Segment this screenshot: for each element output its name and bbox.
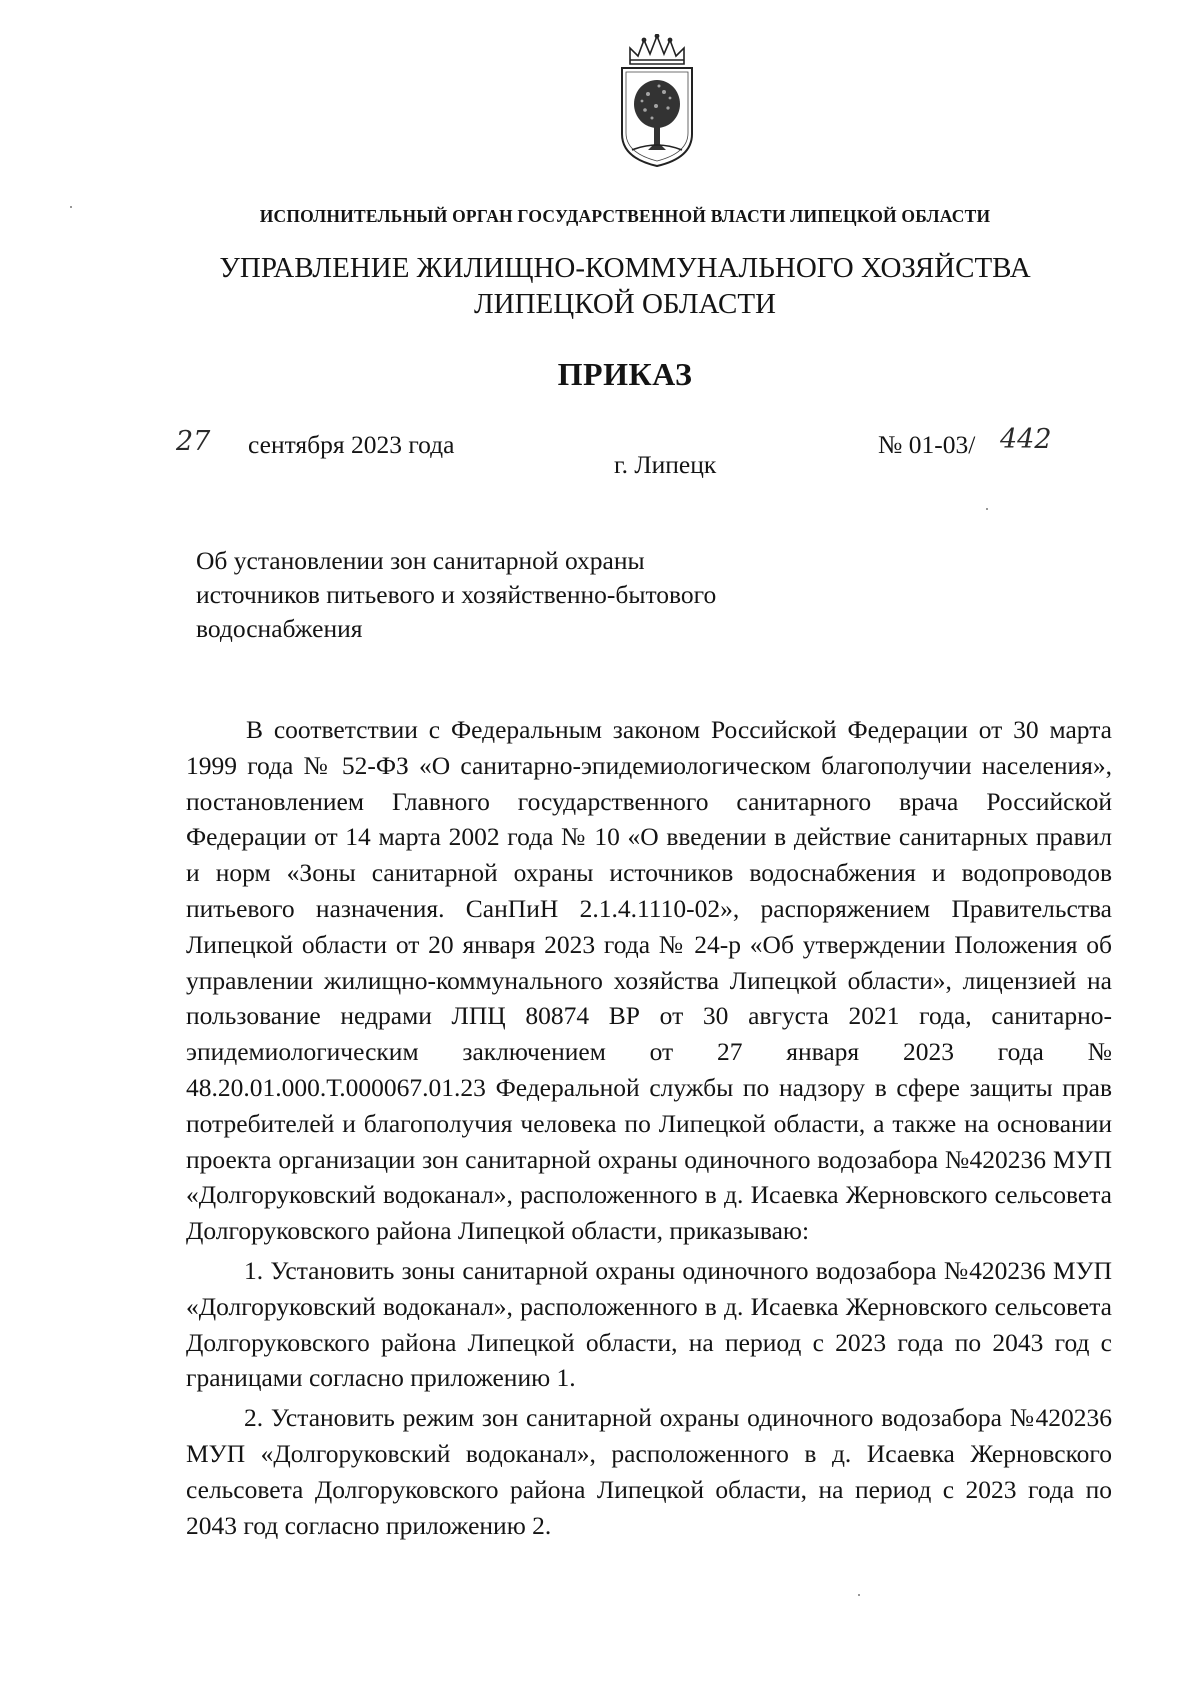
order-body <box>186 712 1112 1543</box>
order-subject <box>196 544 836 646</box>
scan-speck <box>986 508 988 510</box>
order-number-prefix: № 01-03/ <box>878 430 976 459</box>
order-item: 1. Установить зоны санитарной охраны одиночного водозабора №420236 МУП «Долгоруковский водоканал», расположенного в д. Исаевка Жерновского сельсовета Долгоруковского района Липецкой области, на период с 2023 года по 2043 год с границами согласно приложению 1. <box>186 1255 1112 1393</box>
order-number-handwritten: 442 <box>1000 424 1052 455</box>
scan-speck <box>70 206 72 208</box>
order-item: 2. Установить режим зон санитарной охраны одиночного водозабора №420236 МУП «Долгоруковский водоканал», расположенного в д. Исаевка Жерновского сельсовета Долгоруковского района Липецкой области, на период с 2023 года по 2043 год согласно приложению 2. <box>186 1403 1112 1540</box>
date-day-handwritten: 27 <box>176 426 211 457</box>
preamble-paragraph: В соответствии с Федеральным законом Российской Федерации от 30 марта 1999 года № 52-ФЗ «О санитарно-эпидемиологическом благополучии населения», постановлением Главного государственного санитарного врача Российской Федерации от 14 марта 2002 года № 10 «О введении в действие санитарных правил и норм «Зоны санитарной охраны источников водоснабжения и водопроводов питьевого назначения. СанПиН 2.1.4.1110-02», распоряжением Правительства Липецкой области от 20 января 2023 года № 24-р «Об утверждении Положения об управлении жилищно-коммунального хозяйства Липецкой области», лицензией на пользование недрами ЛПЦ 80874 ВР от 30 августа 2021 года, санитарно-эпидемиологическим заключением от 27 января 2023 года № 48.20.01.000.Т.000067.01.23 Федеральной службы по надзору в сфере защиты прав потребителей и благополучия человека по Липецкой области, а также на основании проекта организации зон санитарной охраны одиночного водозабора №420236 МУП «Долгоруковский водоканал», расположенного в д. Исаевка Жерновского сельсовета Долгоруковского района Липецкой области, приказываю: <box>186 715 1112 1246</box>
issuing-authority: ИСПОЛНИТЕЛЬНЫЙ ОРГАН ГОСУДАРСТВЕННОЙ ВЛАСТИ ЛИПЕЦКОЙ ОБЛАСТИ <box>259 206 991 226</box>
lipetsk-coat-of-arms-icon <box>612 34 702 168</box>
subject-line-3: водоснабжения <box>196 614 363 643</box>
department-name <box>0 250 1200 322</box>
department-name-line-1: УПРАВЛЕНИЕ ЖИЛИЩНО-КОММУНАЛЬНОГО ХОЗЯЙСТВА <box>219 252 1031 284</box>
department-name-line-2: ЛИПЕЦКОЙ ОБЛАСТИ <box>473 288 776 320</box>
subject-line-1: Об установлении зон санитарной охраны <box>196 546 645 575</box>
city-name: г. Липецк <box>614 450 717 479</box>
document-type-title: ПРИКАЗ <box>557 356 693 392</box>
subject-line-2: источников питьевого и хозяйственно-бытового <box>196 580 717 609</box>
date-month-year: сентября 2023 года <box>248 430 455 459</box>
scan-speck <box>858 1594 860 1596</box>
